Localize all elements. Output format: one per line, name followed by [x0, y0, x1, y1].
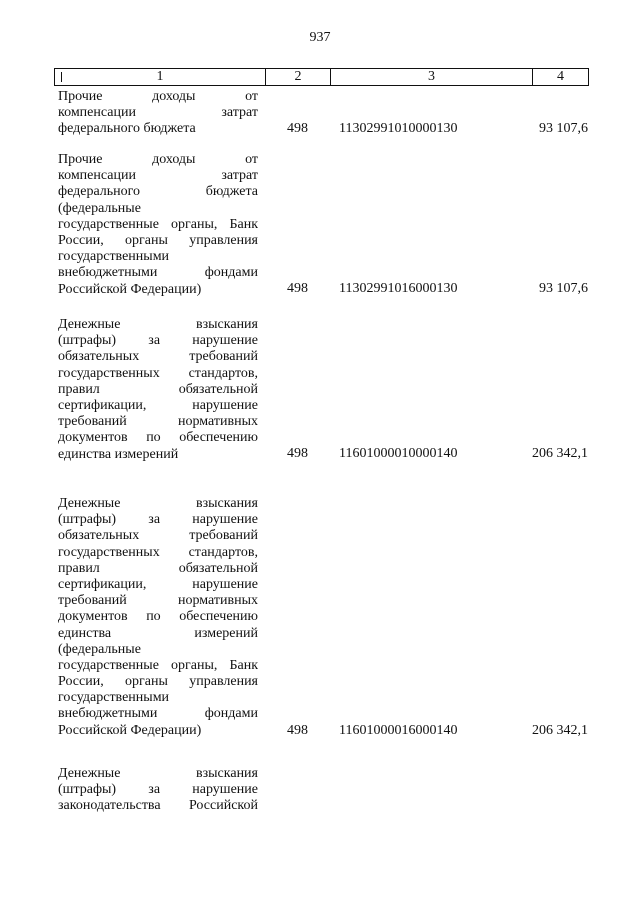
description-line: (федеральные	[58, 641, 141, 657]
description-line: России, органы управления	[58, 674, 258, 690]
cell-col-4: 93 107,6	[539, 281, 588, 297]
description-line: Российской Федерации)	[58, 281, 202, 297]
table-header	[54, 68, 589, 86]
description-line: государственные органы, Банк	[58, 657, 258, 673]
cell-col-2: 498	[287, 722, 308, 738]
description-line: компенсации затрат	[58, 168, 258, 184]
description-line: внебюджетными фондами	[58, 265, 258, 281]
description-line: Российской Федерации)	[58, 722, 202, 738]
description-line: правил обязательной	[58, 560, 258, 576]
cell-col-3: 11302991016000130	[339, 281, 458, 297]
description-line: единства измерений	[58, 446, 179, 462]
description-line: сертификации, нарушение	[58, 397, 258, 413]
cell-col-4: 206 342,1	[532, 446, 588, 462]
description-line: требований нормативных	[58, 593, 258, 609]
description-line: федерального бюджета	[58, 121, 196, 137]
description-line: правил обязательной	[58, 381, 258, 397]
description-line: государственными	[58, 249, 170, 265]
description-line: документов по обеспечению	[58, 430, 258, 446]
cell-col-3: 11601000016000140	[339, 722, 458, 738]
description-line: государственных стандартов,	[58, 365, 258, 381]
description-line: государственных стандартов,	[58, 544, 258, 560]
description-line: (штрафы) за нарушение	[58, 512, 258, 528]
description-line: России, органы управления	[58, 232, 258, 248]
header-col-1: 1	[156, 69, 164, 84]
description-line: требований нормативных	[58, 414, 258, 430]
header-col-2: 2	[265, 69, 330, 85]
description-line: законодательства Российской	[58, 798, 258, 814]
header-col-3: 3	[330, 69, 532, 85]
description-line: Прочие доходы от	[58, 89, 258, 104]
description-line: Денежные взыскания	[58, 496, 258, 511]
description-line: Прочие доходы от	[58, 152, 258, 167]
description-line: государственные органы, Банк	[58, 216, 258, 232]
row-description	[58, 766, 258, 815]
description-line: (штрафы) за нарушение	[58, 333, 258, 349]
description-line: сертификации, нарушение	[58, 576, 258, 592]
table-row	[58, 496, 590, 739]
description-line: (федеральные	[58, 200, 141, 216]
cell-col-3: 11601000010000140	[339, 446, 458, 462]
cell-col-4: 206 342,1	[532, 722, 588, 738]
row-description	[58, 152, 258, 298]
description-line: единства измерений	[58, 625, 258, 641]
table-row	[58, 89, 590, 138]
row-description	[58, 496, 258, 739]
cell-col-2: 498	[287, 281, 308, 297]
table-row	[58, 152, 590, 298]
description-line: внебюджетными фондами	[58, 706, 258, 722]
description-line: (штрафы) за нарушение	[58, 782, 258, 798]
description-line: Денежные взыскания	[58, 766, 258, 781]
description-line: Денежные взыскания	[58, 317, 258, 332]
cell-col-2: 498	[287, 446, 308, 462]
description-line: федерального бюджета	[58, 184, 258, 200]
description-line: документов по обеспечению	[58, 609, 258, 625]
cell-col-4: 93 107,6	[539, 121, 588, 137]
description-line: обязательных требований	[58, 528, 258, 544]
description-line: обязательных требований	[58, 349, 258, 365]
description-line: компенсации затрат	[58, 105, 258, 121]
cell-col-2: 498	[287, 121, 308, 137]
page-number: 937	[309, 30, 331, 45]
row-description	[58, 317, 258, 463]
description-line: государственными	[58, 690, 170, 706]
header-col-4: 4	[532, 69, 588, 85]
table-row	[58, 766, 590, 815]
cell-col-3: 11302991010000130	[339, 121, 458, 137]
table-row	[58, 317, 590, 463]
row-description	[58, 89, 258, 138]
